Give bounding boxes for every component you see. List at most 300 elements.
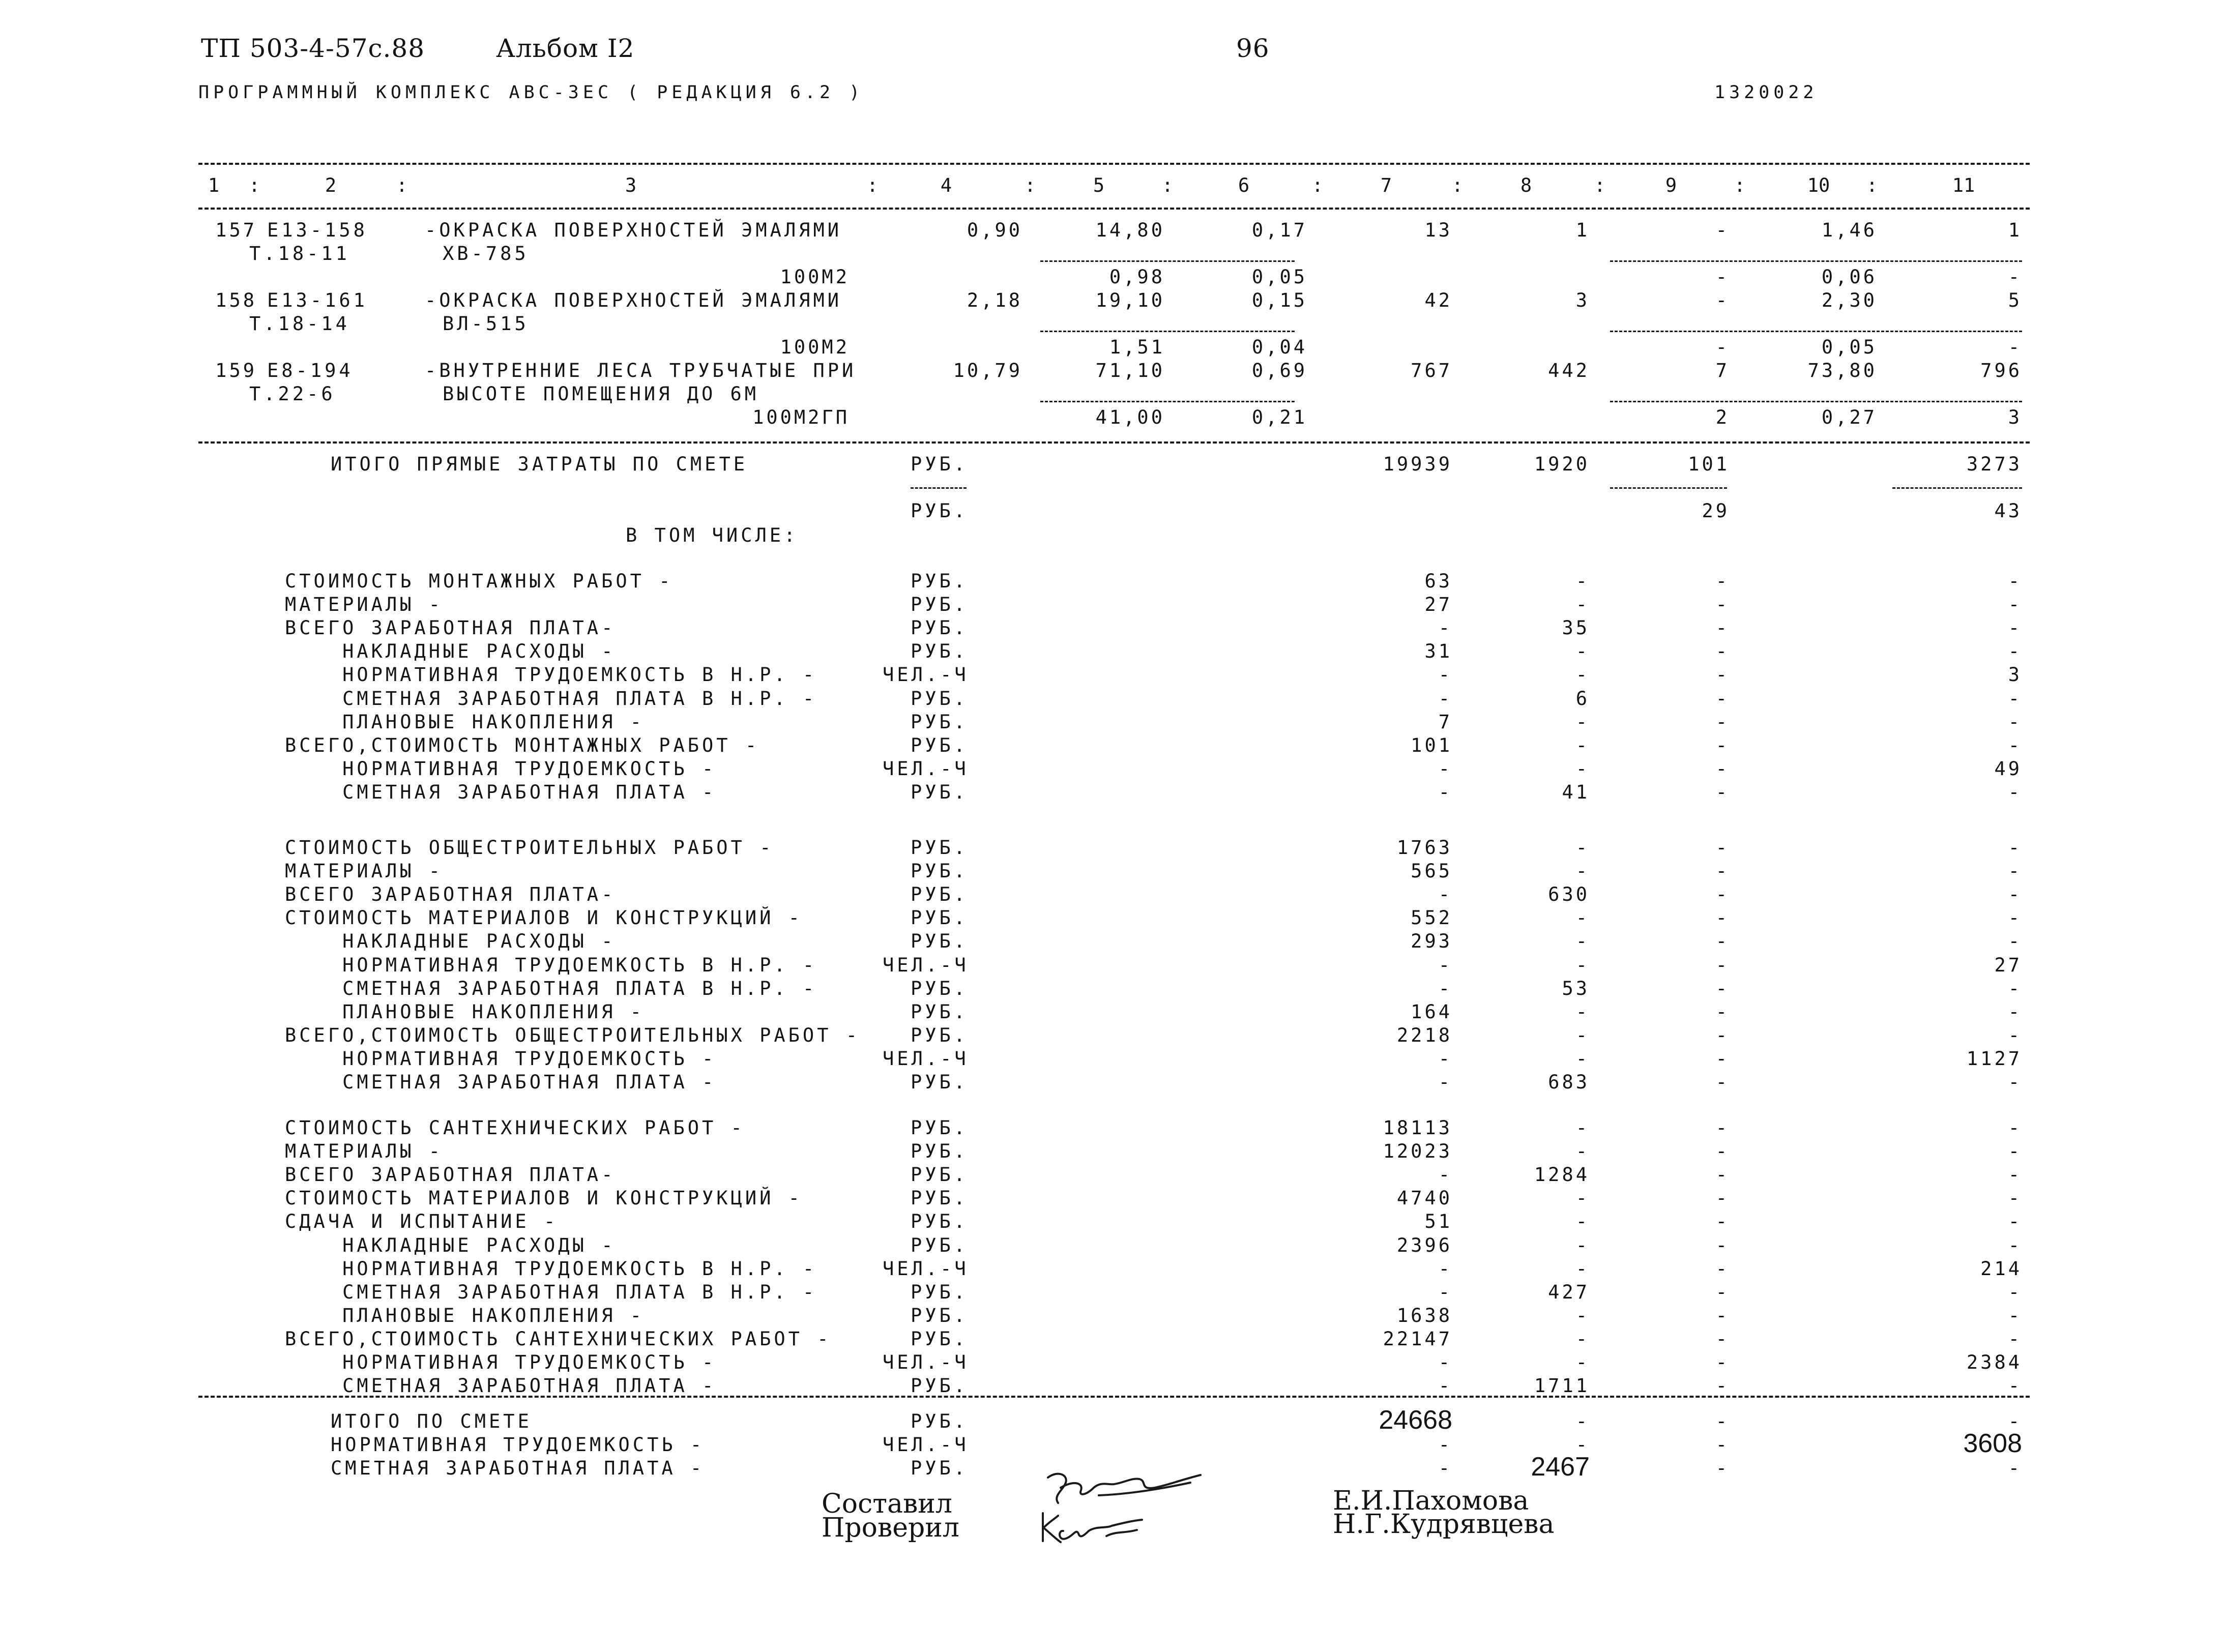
column-header-9: 9: [1665, 174, 1677, 196]
breakdown-value-c7: -: [1438, 883, 1452, 906]
breakdown-value-c7: 1638: [1396, 1304, 1452, 1326]
breakdown-unit: ЧЕЛ.-Ч: [883, 954, 969, 976]
breakdown-value-c11: -: [2008, 1375, 2022, 1397]
breakdown-value-c7: 101: [1411, 734, 1452, 756]
breakdown-value-c8: -: [1575, 930, 1590, 953]
breakdown-value-c8: -: [1575, 570, 1590, 592]
breakdown-value-c8: -: [1575, 1187, 1590, 1210]
item-code: Е13-158: [267, 219, 368, 241]
item-ref: Т.18-11: [249, 243, 350, 264]
breakdown-value-c11: -: [2008, 1187, 2022, 1210]
breakdown-unit: РУБ.: [911, 837, 969, 859]
breakdown-unit: РУБ.: [911, 977, 969, 999]
breakdown-unit: РУБ.: [911, 1140, 969, 1163]
item-value-c9: -: [1715, 289, 1730, 311]
breakdown-value-c9: -: [1715, 1257, 1730, 1280]
breakdown-label: ВСЕГО ЗАРАБОТНАЯ ПЛАТА-: [285, 617, 616, 639]
breakdown-value-c7: 51: [1424, 1211, 1452, 1233]
breakdown-value-c11: -: [2008, 1071, 2022, 1093]
breakdown-value-c9: -: [1715, 617, 1730, 639]
item-value-c8: 1: [1575, 219, 1590, 241]
breakdown-label: НОРМАТИВНАЯ ТРУДОЕМКОСТЬ В Н.Р. -: [285, 1257, 817, 1280]
breakdown-value-c9: -: [1715, 977, 1730, 999]
breakdown-label: ВСЕГО,СТОИМОСТЬ САНТЕХНИЧЕСКИХ РАБОТ -: [285, 1328, 832, 1350]
item-sub-value-c6: 0,21: [1251, 406, 1307, 428]
breakdown-value-c8: -: [1575, 594, 1590, 616]
final-label: СМЕТНАЯ ЗАРАБОТНАЯ ПЛАТА -: [331, 1457, 705, 1479]
breakdown-value-c8: 1711: [1534, 1375, 1590, 1397]
breakdown-unit: РУБ.: [911, 1000, 969, 1023]
breakdown-value-c11: 214: [1980, 1257, 2022, 1280]
item-value-c7: 42: [1424, 289, 1452, 311]
final-value-c11: 3608: [1963, 1429, 2022, 1458]
item-sub-value-c9: -: [1715, 336, 1730, 358]
breakdown-value-c11: -: [2008, 1211, 2022, 1233]
breakdown-unit: ЧЕЛ.-Ч: [883, 1047, 969, 1070]
direct-total-unit: РУБ.: [911, 500, 969, 522]
column-header-11: 11: [1952, 174, 1975, 196]
breakdown-label: СДАЧА И ИСПЫТАНИЕ -: [285, 1211, 559, 1233]
breakdown-value-c8: 41: [1562, 781, 1590, 803]
breakdown-value-c11: -: [2008, 1000, 2022, 1023]
breakdown-value-c11: -: [2008, 1117, 2022, 1139]
breakdown-value-c7: 31: [1424, 640, 1452, 663]
final-value-c11: -: [2008, 1410, 2022, 1432]
final-label: НОРМАТИВНАЯ ТРУДОЕМКОСТЬ -: [331, 1434, 705, 1456]
direct-total-c11: 43: [1994, 500, 2022, 522]
breakdown-value-c9: -: [1715, 781, 1730, 803]
column-separator: :: [866, 174, 879, 196]
program-title: ПРОГРАММНЫЙ КОМПЛЕКС АВС-3ЕС ( РЕДАКЦИЯ 6.2 ): [198, 82, 864, 103]
item-subrule: [1040, 331, 1295, 332]
breakdown-value-c11: -: [2008, 734, 2022, 756]
item-sub-value-c6: 0,04: [1251, 336, 1307, 358]
item-sub-value-c11: 3: [2008, 406, 2022, 428]
breakdown-value-c8: 630: [1548, 883, 1590, 906]
item-sub-value-c10: 0,27: [1821, 406, 1877, 428]
breakdown-value-c7: -: [1438, 1281, 1452, 1303]
breakdown-value-c8: -: [1575, 1047, 1590, 1070]
breakdown-value-c11: -: [2008, 687, 2022, 710]
album-label: Альбом I2: [496, 34, 635, 63]
items-end-rule: [198, 441, 2030, 444]
breakdown-value-c11: -: [2008, 930, 2022, 953]
breakdown-value-c8: -: [1575, 860, 1590, 882]
final-unit: ЧЕЛ.-Ч: [883, 1434, 969, 1456]
breakdown-value-c7: -: [1438, 1257, 1452, 1280]
direct-total-c8: 1920: [1534, 453, 1590, 475]
item-number: 159: [215, 360, 257, 381]
breakdown-value-c11: 49: [1994, 757, 2022, 780]
breakdown-value-c9: -: [1715, 907, 1730, 929]
breakdown-value-c7: -: [1438, 687, 1452, 710]
item-subrule: [1040, 260, 1295, 262]
breakdown-label: МАТЕРИАЛЫ -: [285, 594, 444, 616]
item-value-c9: 7: [1715, 360, 1730, 381]
direct-total-label: ИТОГО ПРЯМЫЕ ЗАТРАТЫ ПО СМЕТЕ: [331, 453, 748, 475]
breakdown-value-c9: -: [1715, 1351, 1730, 1373]
final-value-c7: 24668: [1379, 1405, 1452, 1435]
item-value-c10: 73,80: [1807, 360, 1877, 381]
breakdown-label: НАКЛАДНЫЕ РАСХОДЫ -: [285, 930, 616, 953]
breakdown-value-c8: -: [1575, 907, 1590, 929]
breakdown-value-c8: -: [1575, 1117, 1590, 1139]
breakdown-value-c9: -: [1715, 1187, 1730, 1210]
item-value-c6: 0,69: [1251, 360, 1307, 381]
breakdown-value-c8: 1284: [1534, 1164, 1590, 1186]
item-sub-value-c6: 0,05: [1251, 266, 1307, 288]
breakdown-value-c8: -: [1575, 1257, 1590, 1280]
breakdown-unit: ЧЕЛ.-Ч: [883, 664, 969, 686]
breakdown-label: НОРМАТИВНАЯ ТРУДОЕМКОСТЬ -: [285, 1047, 717, 1070]
breakdown-value-c11: -: [2008, 907, 2022, 929]
breakdown-value-c11: -: [2008, 781, 2022, 803]
breakdown-label: НАКЛАДНЫЕ РАСХОДЫ -: [285, 640, 616, 663]
breakdown-value-c7: -: [1438, 1351, 1452, 1373]
breakdown-label: НОРМАТИВНАЯ ТРУДОЕМКОСТЬ В Н.Р. -: [285, 954, 817, 976]
item-name-cont: ВЛ-515: [443, 313, 529, 335]
column-header-2: 2: [325, 174, 337, 196]
breakdown-value-c9: -: [1715, 1140, 1730, 1163]
breakdown-value-c11: -: [2008, 640, 2022, 663]
breakdown-value-c7: -: [1438, 1071, 1452, 1093]
breakdown-value-c7: 565: [1411, 860, 1452, 882]
final-value-c7: -: [1438, 1434, 1452, 1456]
breakdown-value-c7: -: [1438, 664, 1452, 686]
item-sub-value-c5: 41,00: [1095, 406, 1165, 428]
breakdown-unit: РУБ.: [911, 930, 969, 953]
item-sub-value-c10: 0,06: [1821, 266, 1877, 288]
breakdown-label: ВСЕГО ЗАРАБОТНАЯ ПЛАТА-: [285, 1164, 616, 1186]
item-value-c6: 0,17: [1251, 219, 1307, 241]
direct-total-c11: 3273: [1966, 453, 2022, 475]
breakdown-label: СТОИМОСТЬ САНТЕХНИЧЕСКИХ РАБОТ -: [285, 1117, 745, 1139]
item-number: 158: [215, 289, 257, 311]
column-header-5: 5: [1093, 174, 1105, 196]
breakdown-value-c8: -: [1575, 1000, 1590, 1023]
item-value-c4: 2,18: [967, 289, 1022, 311]
breakdown-unit: РУБ.: [911, 1187, 969, 1210]
item-value-c7: 767: [1411, 360, 1452, 381]
column-header-3: 3: [625, 174, 637, 196]
item-value-c7: 13: [1424, 219, 1452, 241]
breakdown-value-c8: 53: [1562, 977, 1590, 999]
breakdown-value-c11: -: [2008, 837, 2022, 859]
breakdown-value-c11: -: [2008, 1164, 2022, 1186]
breakdown-value-c8: -: [1575, 1328, 1590, 1350]
breakdown-value-c11: -: [2008, 594, 2022, 616]
breakdown-value-c11: -: [2008, 1234, 2022, 1256]
item-sub-value-c9: 2: [1715, 406, 1730, 428]
breakdown-unit: РУБ.: [911, 1211, 969, 1233]
item-ref: Т.18-14: [249, 313, 350, 335]
item-value-c6: 0,15: [1251, 289, 1307, 311]
final-value-c8: -: [1575, 1434, 1590, 1456]
item-name-cont: ХВ-785: [443, 243, 529, 264]
breakdown-label: ВСЕГО ЗАРАБОТНАЯ ПЛАТА-: [285, 883, 616, 906]
breakdown-value-c11: -: [2008, 1140, 2022, 1163]
program-code: 1320022: [1714, 82, 1818, 103]
breakdown-unit: РУБ.: [911, 1164, 969, 1186]
breakdown-value-c7: -: [1438, 1164, 1452, 1186]
breakdown-value-c9: -: [1715, 1047, 1730, 1070]
breakdown-unit: РУБ.: [911, 734, 969, 756]
item-subrule: [1610, 331, 2022, 332]
column-separator: :: [396, 174, 408, 196]
item-name: -ОКРАСКА ПОВЕРХНОСТЕЙ ЭМАЛЯМИ: [425, 289, 842, 311]
breakdown-value-c8: 427: [1548, 1281, 1590, 1303]
breakdown-value-c7: -: [1438, 1047, 1452, 1070]
item-value-c8: 442: [1548, 360, 1590, 381]
breakdown-label: МАТЕРИАЛЫ -: [285, 1140, 444, 1163]
breakdown-unit: РУБ.: [911, 1375, 969, 1397]
signature-kudryavtseva: [1035, 1506, 1147, 1551]
breakdown-unit: РУБ.: [911, 1117, 969, 1139]
column-separator: :: [1161, 174, 1174, 196]
breakdown-unit: РУБ.: [911, 1281, 969, 1303]
breakdown-value-c9: -: [1715, 594, 1730, 616]
breakdown-unit: РУБ.: [911, 640, 969, 663]
breakdown-value-c7: 2218: [1396, 1024, 1452, 1046]
item-value-c10: 2,30: [1821, 289, 1877, 311]
breakdown-value-c9: -: [1715, 930, 1730, 953]
breakdown-unit: РУБ.: [911, 883, 969, 906]
breakdown-value-c9: -: [1715, 640, 1730, 663]
final-value-c9: -: [1715, 1457, 1730, 1479]
breakdown-unit: РУБ.: [911, 860, 969, 882]
final-value-c8: -: [1575, 1410, 1590, 1432]
including-label: В ТОМ ЧИСЛЕ:: [626, 524, 799, 546]
breakdown-value-c11: -: [2008, 570, 2022, 592]
item-name: -ОКРАСКА ПОВЕРХНОСТЕЙ ЭМАЛЯМИ: [425, 219, 842, 241]
breakdown-value-c9: -: [1715, 1328, 1730, 1350]
breakdown-value-c7: 2396: [1396, 1234, 1452, 1256]
breakdown-label: ПЛАНОВЫЕ НАКОПЛЕНИЯ -: [285, 1000, 645, 1023]
breakdown-value-c8: -: [1575, 664, 1590, 686]
column-separator: :: [1734, 174, 1746, 196]
item-name-cont: ВЫСОТЕ ПОМЕЩЕНИЯ ДО 6М: [443, 383, 759, 405]
item-value-c8: 3: [1575, 289, 1590, 311]
direct-subrule: [911, 487, 967, 489]
breakdown-value-c9: -: [1715, 711, 1730, 733]
breakdown-value-c11: -: [2008, 883, 2022, 906]
direct-total-c9: 101: [1688, 453, 1730, 475]
item-sub-value-c10: 0,05: [1821, 336, 1877, 358]
breakdown-value-c7: 22147: [1383, 1328, 1452, 1350]
item-sub-value-c9: -: [1715, 266, 1730, 288]
breakdown-value-c9: -: [1715, 1304, 1730, 1326]
breakdown-value-c9: -: [1715, 883, 1730, 906]
item-unit: 100М2ГП: [752, 406, 850, 428]
breakdown-label: СМЕТНАЯ ЗАРАБОТНАЯ ПЛАТА В Н.Р. -: [285, 1281, 817, 1303]
breakdown-label: НАКЛАДНЫЕ РАСХОДЫ -: [285, 1234, 616, 1256]
breakdown-value-c7: 12023: [1383, 1140, 1452, 1163]
breakdown-value-c7: 18113: [1383, 1117, 1452, 1139]
breakdown-label: СМЕТНАЯ ЗАРАБОТНАЯ ПЛАТА -: [285, 1071, 717, 1093]
breakdown-label: СМЕТНАЯ ЗАРАБОТНАЯ ПЛАТА -: [285, 781, 717, 803]
breakdown-value-c8: 35: [1562, 617, 1590, 639]
final-value-c9: -: [1715, 1410, 1730, 1432]
final-unit: РУБ.: [911, 1457, 969, 1479]
breakdown-label: НОРМАТИВНАЯ ТРУДОЕМКОСТЬ -: [285, 1351, 717, 1373]
item-code: Е13-161: [267, 289, 368, 311]
final-value-c8: 2467: [1531, 1452, 1590, 1482]
breakdown-value-c9: -: [1715, 954, 1730, 976]
item-value-c4: 10,79: [953, 360, 1022, 381]
column-separator: :: [1311, 174, 1324, 196]
breakdown-value-c7: -: [1438, 954, 1452, 976]
direct-subrule: [1892, 487, 2022, 489]
column-header-8: 8: [1520, 174, 1532, 196]
direct-total-unit: РУБ.: [911, 453, 969, 475]
breakdown-value-c8: -: [1575, 1304, 1590, 1326]
breakdown-value-c11: -: [2008, 860, 2022, 882]
item-sub-value-c11: -: [2008, 336, 2022, 358]
breakdown-value-c11: -: [2008, 977, 2022, 999]
breakdown-value-c11: 3: [2008, 664, 2022, 686]
breakdown-label: СМЕТНАЯ ЗАРАБОТНАЯ ПЛАТА -: [285, 1375, 717, 1397]
item-value-c5: 14,80: [1095, 219, 1165, 241]
breakdown-value-c11: -: [2008, 1024, 2022, 1046]
breakdown-unit: РУБ.: [911, 1024, 969, 1046]
breakdown-value-c9: -: [1715, 570, 1730, 592]
breakdown-value-c8: -: [1575, 954, 1590, 976]
breakdown-label: СТОИМОСТЬ МАТЕРИАЛОВ И КОНСТРУКЦИЙ -: [285, 907, 803, 929]
breakdown-value-c9: -: [1715, 1375, 1730, 1397]
column-separator: :: [1451, 174, 1464, 196]
column-header-10: 10: [1807, 174, 1830, 196]
item-subrule: [1610, 401, 2022, 402]
breakdown-unit: РУБ.: [911, 1328, 969, 1350]
breakdown-value-c7: -: [1438, 617, 1452, 639]
breakdown-unit: ЧЕЛ.-Ч: [883, 1257, 969, 1280]
final-unit: РУБ.: [911, 1410, 969, 1432]
final-label: ИТОГО ПО СМЕТЕ: [331, 1410, 532, 1432]
breakdown-label: СМЕТНАЯ ЗАРАБОТНАЯ ПЛАТА В Н.Р. -: [285, 687, 817, 710]
direct-total-c7: 19939: [1383, 453, 1452, 475]
breakdown-value-c9: -: [1715, 837, 1730, 859]
breakdown-unit: РУБ.: [911, 1071, 969, 1093]
breakdown-unit: РУБ.: [911, 570, 969, 592]
item-name: -ВНУТРЕННИЕ ЛЕСА ТРУБЧАТЫЕ ПРИ: [425, 360, 857, 381]
header-rule: [198, 208, 2030, 210]
item-sub-value-c11: -: [2008, 266, 2022, 288]
compiled-label: Составил: [822, 1489, 952, 1519]
breakdown-unit: РУБ.: [911, 1304, 969, 1326]
breakdown-value-c8: -: [1575, 1351, 1590, 1373]
breakdown-value-c7: -: [1438, 757, 1452, 780]
breakdown-value-c7: 293: [1411, 930, 1452, 953]
column-separator: :: [1024, 174, 1036, 196]
breakdown-value-c9: -: [1715, 757, 1730, 780]
item-number: 157: [215, 219, 257, 241]
final-value-c11: -: [2008, 1457, 2022, 1479]
breakdown-value-c8: 6: [1575, 687, 1590, 710]
column-header-7: 7: [1380, 174, 1392, 196]
breakdown-value-c8: -: [1575, 640, 1590, 663]
column-header-1: 1: [208, 174, 220, 196]
column-separator: :: [1866, 174, 1878, 196]
breakdown-value-c11: -: [2008, 617, 2022, 639]
breakdown-value-c8: -: [1575, 1024, 1590, 1046]
breakdown-unit: РУБ.: [911, 711, 969, 733]
breakdown-unit: РУБ.: [911, 907, 969, 929]
final-value-c9: -: [1715, 1434, 1730, 1456]
breakdown-value-c9: -: [1715, 1234, 1730, 1256]
breakdown-value-c11: -: [2008, 1304, 2022, 1326]
breakdown-label: ПЛАНОВЫЕ НАКОПЛЕНИЯ -: [285, 1304, 645, 1326]
final-value-c7: -: [1438, 1457, 1452, 1479]
column-separator: :: [248, 174, 260, 196]
breakdown-value-c8: -: [1575, 1140, 1590, 1163]
breakdown-value-c7: -: [1438, 781, 1452, 803]
item-value-c11: 1: [2008, 219, 2022, 241]
item-code: Е8-194: [267, 360, 354, 381]
breakdown-unit: РУБ.: [911, 1234, 969, 1256]
item-ref: Т.22-6: [249, 383, 336, 405]
breakdown-value-c9: -: [1715, 687, 1730, 710]
column-separator: :: [1594, 174, 1606, 196]
compiled-name: Е.И.Пахомова: [1333, 1486, 1529, 1516]
breakdown-end-rule: [198, 1396, 2030, 1398]
breakdown-value-c9: -: [1715, 664, 1730, 686]
breakdown-unit: РУБ.: [911, 594, 969, 616]
checked-label: Проверил: [822, 1513, 959, 1543]
item-value-c5: 19,10: [1095, 289, 1165, 311]
breakdown-value-c9: -: [1715, 1117, 1730, 1139]
breakdown-value-c11: 2384: [1966, 1351, 2022, 1373]
breakdown-value-c8: -: [1575, 1234, 1590, 1256]
breakdown-value-c8: -: [1575, 734, 1590, 756]
breakdown-label: НОРМАТИВНАЯ ТРУДОЕМКОСТЬ -: [285, 757, 717, 780]
breakdown-value-c7: 552: [1411, 907, 1452, 929]
breakdown-unit: РУБ.: [911, 617, 969, 639]
breakdown-unit: РУБ.: [911, 781, 969, 803]
breakdown-value-c7: 27: [1424, 594, 1452, 616]
breakdown-value-c7: 1763: [1396, 837, 1452, 859]
item-value-c9: -: [1715, 219, 1730, 241]
item-unit: 100М2: [780, 266, 850, 288]
checked-name: Н.Г.Кудрявцева: [1333, 1509, 1555, 1540]
column-header-6: 6: [1238, 174, 1250, 196]
breakdown-label: СТОИМОСТЬ ОБЩЕСТРОИТЕЛЬНЫХ РАБОТ -: [285, 837, 774, 859]
direct-total-c9: 29: [1702, 500, 1730, 522]
breakdown-value-c11: 27: [1994, 954, 2022, 976]
breakdown-value-c11: -: [2008, 1328, 2022, 1350]
breakdown-unit: ЧЕЛ.-Ч: [883, 757, 969, 780]
item-value-c4: 0,90: [967, 219, 1022, 241]
item-value-c11: 796: [1980, 360, 2022, 381]
breakdown-value-c8: 683: [1548, 1071, 1590, 1093]
breakdown-value-c7: -: [1438, 1375, 1452, 1397]
breakdown-label: ПЛАНОВЫЕ НАКОПЛЕНИЯ -: [285, 711, 645, 733]
breakdown-unit: РУБ.: [911, 687, 969, 710]
breakdown-value-c9: -: [1715, 734, 1730, 756]
breakdown-label: МАТЕРИАЛЫ -: [285, 860, 444, 882]
breakdown-value-c7: 164: [1411, 1000, 1452, 1023]
breakdown-value-c9: -: [1715, 1024, 1730, 1046]
breakdown-value-c11: 1127: [1966, 1047, 2022, 1070]
top-rule: [198, 163, 2030, 165]
breakdown-label: НОРМАТИВНАЯ ТРУДОЕМКОСТЬ В Н.Р. -: [285, 664, 817, 686]
item-unit: 100М2: [780, 336, 850, 358]
direct-subrule: [1610, 487, 1727, 489]
breakdown-value-c8: -: [1575, 711, 1590, 733]
breakdown-label: СТОИМОСТЬ МОНТАЖНЫХ РАБОТ -: [285, 570, 674, 592]
breakdown-value-c11: -: [2008, 711, 2022, 733]
breakdown-value-c11: -: [2008, 1281, 2022, 1303]
breakdown-value-c7: 7: [1438, 711, 1452, 733]
